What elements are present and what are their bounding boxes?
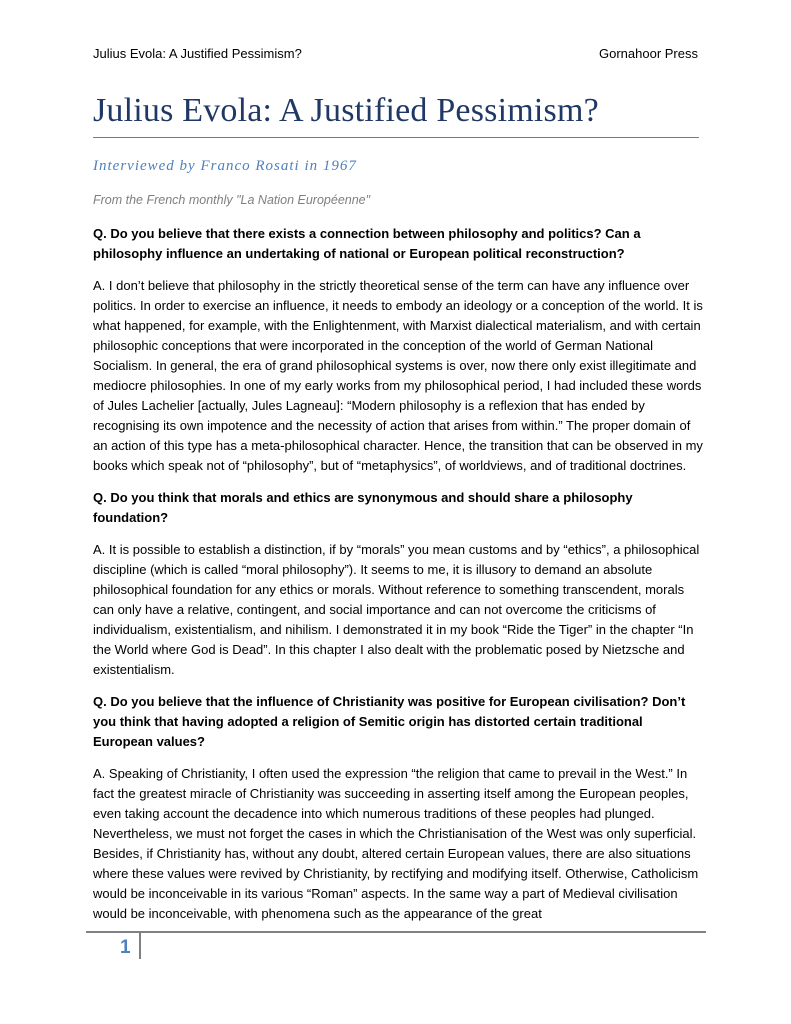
document-source: From the French monthly "La Nation Européenne" <box>93 193 371 207</box>
document-subtitle: Interviewed by Franco Rosati in 1967 <box>93 158 357 174</box>
answer-paragraph: A. It is possible to establish a distinction, if by “morals” you mean customs and by “ethics”, a philosophical discipline (which is called “moral philosophy”). It seems to me, it is illusory to demand an absolute philosophical foundation for any ethics or morals. Without reference to something transcendent, morals can only have a relative, contingent, and social importance and can not overcome the criticisms of individualism, existentialism, and nihilism. I demonstrated it in my book “Ride the Tiger” in the chapter “In the World where God is Dead”. In this chapter I also dealt with the problematic posed by Nietzsche and existentialism. <box>93 542 700 677</box>
answer-paragraph: A. I don’t believe that philosophy in the strictly theoretical sense of the term can have any influence over politics. In order to exercise an influence, it needs to embody an ideology or a conception of the world. It is what happened, for example, with the Enlightenment, with Marxist dialectical materialism, and with certain philosophic conceptions that were incorporated in the conception of the world of German National Socialism. In general, the era of grand philosophical systems is over, now there only exist illegitimate and mediocre philosophies. In one of my early works from my philosophical period, I had included these words of Jules Lachelier [actually, Jules Lagneau]: “Modern philosophy is a reflexion that has ended by recognising its own impotence and the necessity of action that arises from within.” The proper domain of an action of this type has a meta-philosophical character. Hence, the transition that can be observed in my books which speak not of “philosophy”, but of “metaphysics”, of worldviews, and of traditional doctrines. <box>93 278 703 473</box>
title-underline <box>93 137 699 138</box>
question-paragraph: Q. Do you believe that there exists a connection between philosophy and politics? Can a philosophy influence an undertaking of national or European political reconstruction? <box>93 226 641 261</box>
question-paragraph: Q. Do you believe that the influence of Christianity was positive for European civilisation? Don’t you think that having adopted a religion of Semitic origin has distorted certain traditional European values? <box>93 694 686 749</box>
header-publisher: Gornahoor Press <box>599 46 698 61</box>
question-paragraph: Q. Do you think that morals and ethics are synonymous and should share a philosophy foundation? <box>93 490 633 525</box>
document-title: Julius Evola: A Justified Pessimism? <box>93 92 599 129</box>
document-body <box>93 224 705 936</box>
footer-rule <box>86 931 706 933</box>
page-header <box>93 46 698 61</box>
header-title: Julius Evola: A Justified Pessimism? <box>93 46 302 61</box>
page-number: 1 <box>120 933 141 959</box>
answer-paragraph: A. Speaking of Christianity, I often used the expression “the religion that came to prevail in the West.” In fact the greatest miracle of Christianity was succeeding in asserting itself among the European peoples, even taking account the decadence into which numerous traditions of these peoples had plunged. Nevertheless, we must not forget the cases in which the Christianisation of the West was only superficial. Besides, if Christianity has, without any doubt, altered certain European values, there are also situations where these values were revived by Christianity, by rectifying and modifying itself. Otherwise, Catholicism would be inconceivable in its various “Roman” aspects. In the same way a part of Medieval civilisation would be inconceivable, with phenomena such as the appearance of the great <box>93 766 699 921</box>
